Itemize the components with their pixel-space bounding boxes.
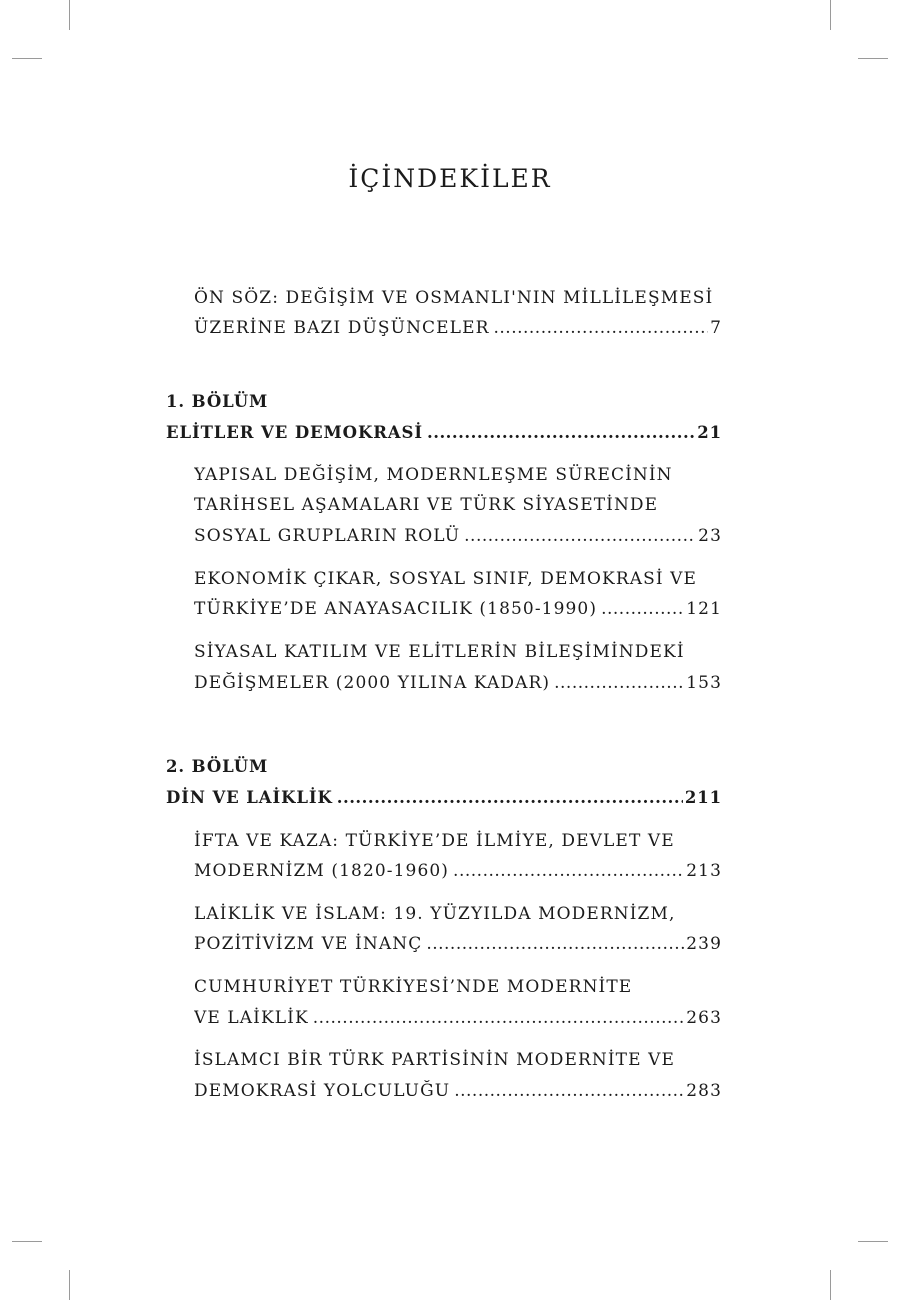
toc-entry-text: DEMOKRASİ YOLCULUĞU xyxy=(194,1081,451,1101)
toc-entry-line: CUMHURİYET TÜRKİYESİ’NDE MODERNİTE xyxy=(194,977,633,997)
toc-entry-last-line xyxy=(194,1076,722,1106)
crop-mark-left-bottom xyxy=(12,1241,42,1242)
toc-entry-line: İFTA VE KAZA: TÜRKİYE’DE İLMİYE, DEVLET VE xyxy=(194,831,675,851)
dot-leader xyxy=(313,1003,684,1033)
dot-leader xyxy=(427,418,695,448)
part2-label: 2. BÖLÜM xyxy=(166,757,269,776)
part1-label: 1. BÖLÜM xyxy=(166,392,269,411)
toc-page-number: 7 xyxy=(710,318,722,338)
toc-entry-line: LAİKLİK VE İSLAM: 19. YÜZYILDA MODERNİZM, xyxy=(194,904,676,924)
crop-mark-top-right xyxy=(830,0,831,30)
toc-entry-last-line xyxy=(194,856,722,886)
toc-page-number: 121 xyxy=(686,599,722,619)
toc-page-number: 213 xyxy=(686,861,722,881)
dot-leader xyxy=(426,929,684,959)
dot-leader xyxy=(454,1076,684,1106)
toc-page-number: 153 xyxy=(686,673,722,693)
toc-page-number: 21 xyxy=(697,423,722,442)
toc-entry-line: İSLAMCI BİR TÜRK PARTİSİNİN MODERNİTE VE xyxy=(194,1050,675,1070)
toc-entry-last-line xyxy=(194,594,722,624)
toc-preface-line1: ÖN SÖZ: DEĞİŞİM VE OSMANLI'NIN MİLLİLEŞMESİ xyxy=(194,288,714,308)
toc-entry-last-line xyxy=(194,929,722,959)
toc-page-number: 283 xyxy=(686,1081,722,1101)
toc-page-number: 23 xyxy=(698,526,722,546)
dot-leader xyxy=(337,783,683,813)
toc-entry-text: TÜRKİYE’DE ANAYASACILIK (1850-1990) xyxy=(194,599,598,619)
dot-leader xyxy=(464,521,696,551)
part2-title-line xyxy=(166,783,722,813)
crop-mark-top-left xyxy=(69,0,70,30)
crop-mark-right-top xyxy=(858,58,888,59)
crop-mark-bottom-left xyxy=(69,1270,70,1300)
part-title: ELİTLER VE DEMOKRASİ xyxy=(166,423,423,442)
toc-entry-line: SİYASAL KATILIM VE ELİTLERİN BİLEŞİMİNDEKİ xyxy=(194,642,685,662)
dot-leader xyxy=(453,856,684,886)
toc-entry-last-line xyxy=(194,521,722,551)
toc-entry-text: POZİTİVİZM VE İNANÇ xyxy=(194,934,423,954)
toc-entry-last-line xyxy=(194,668,722,698)
crop-mark-right-bottom xyxy=(858,1241,888,1242)
part-title: DİN VE LAİKLİK xyxy=(166,788,333,807)
crop-mark-bottom-right xyxy=(830,1270,831,1300)
toc-entry-text: DEĞİŞMELER (2000 YILINA KADAR) xyxy=(194,673,551,693)
toc-entry-line: YAPISAL DEĞİŞİM, MODERNLEŞME SÜRECİNİN xyxy=(194,465,673,485)
toc-entry-last-line xyxy=(194,1003,722,1033)
toc-entry-line: TARİHSEL AŞAMALARI VE TÜRK SİYASETİNDE xyxy=(194,495,659,515)
toc-preface-line2 xyxy=(194,313,722,343)
page-title: İÇİNDEKİLER xyxy=(348,164,552,193)
dot-leader xyxy=(554,668,684,698)
toc-entry-line: EKONOMİK ÇIKAR, SOSYAL SINIF, DEMOKRASİ VE xyxy=(194,569,698,589)
crop-mark-left-top xyxy=(12,58,42,59)
toc-entry-text: ÜZERİNE BAZI DÜŞÜNCELER xyxy=(194,318,490,338)
dot-leader xyxy=(493,313,708,343)
toc-page-number: 263 xyxy=(686,1008,722,1028)
toc-entry-text: VE LAİKLİK xyxy=(194,1008,309,1028)
toc-page-number: 211 xyxy=(684,788,722,807)
dot-leader xyxy=(601,594,684,624)
toc-page-number: 239 xyxy=(686,934,722,954)
toc-entry-text: MODERNİZM (1820-1960) xyxy=(194,861,450,881)
part1-title-line xyxy=(166,418,722,448)
toc-entry-text: SOSYAL GRUPLARIN ROLÜ xyxy=(194,526,461,546)
